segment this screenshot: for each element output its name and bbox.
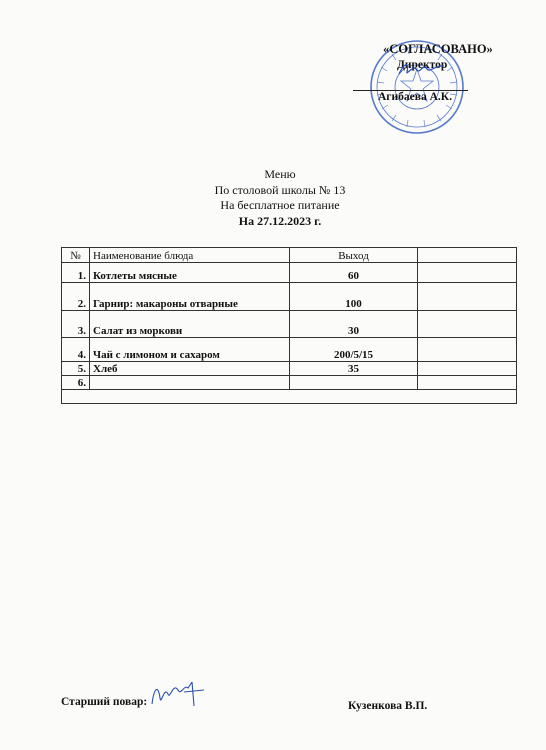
header-output: Выход (290, 248, 418, 263)
row-empty-cell (418, 263, 517, 283)
table-row (62, 376, 517, 390)
row-empty-cell (418, 362, 517, 376)
heading-meal-type: На бесплатное питание (220, 198, 340, 212)
table-header-row (62, 248, 517, 263)
table-row (62, 338, 517, 362)
row-output: 35 (290, 362, 418, 376)
menu-table (61, 247, 517, 404)
chef-name: Кузенкова В.П. (348, 700, 428, 712)
director-signature (397, 60, 447, 78)
heading-date: На 27.12.2023 г. (238, 213, 322, 228)
row-num: 4. (62, 338, 90, 362)
row-empty-cell (418, 338, 517, 362)
table-row (62, 362, 517, 376)
row-dish (90, 376, 290, 390)
row-dish: Гарнир: макароны отварные (90, 283, 290, 311)
row-num: 3. (62, 311, 90, 338)
row-empty-cell (418, 311, 517, 338)
heading-school: По столовой школы № 13 (214, 182, 346, 197)
table-empty-row (62, 390, 517, 404)
approval-block (345, 42, 535, 112)
row-num: 5. (62, 362, 90, 376)
row-num: 2. (62, 283, 90, 311)
chef-label: Старший повар: (61, 696, 148, 708)
chef-signature (148, 678, 208, 710)
row-num: 6. (62, 376, 90, 390)
row-dish: Салат из моркови (90, 311, 290, 338)
header-name: Наименование блюда (90, 248, 290, 263)
table-row (62, 311, 517, 338)
row-output: 200/5/15 (290, 338, 418, 362)
row-dish: Хлеб (90, 362, 290, 376)
approval-role: Директор (397, 59, 448, 71)
header-empty (418, 248, 517, 263)
approval-name: Агибаева А.К. (378, 91, 452, 103)
row-output: 30 (290, 311, 418, 338)
empty-row-cell (62, 390, 517, 404)
row-empty-cell (418, 376, 517, 390)
row-dish: Котлеты мясные (90, 263, 290, 283)
row-num: 1. (62, 263, 90, 283)
document-heading (160, 167, 400, 229)
row-empty-cell (418, 283, 517, 311)
heading-title: Меню (264, 167, 296, 181)
header-num: № (62, 248, 90, 263)
row-output: 100 (290, 283, 418, 311)
table-row (62, 263, 517, 283)
approval-title: «СОГЛАСОВАНО» (383, 42, 493, 56)
row-output: 60 (290, 263, 418, 283)
row-dish: Чай с лимоном и сахаром (90, 338, 290, 362)
row-output (290, 376, 418, 390)
table-row (62, 283, 517, 311)
